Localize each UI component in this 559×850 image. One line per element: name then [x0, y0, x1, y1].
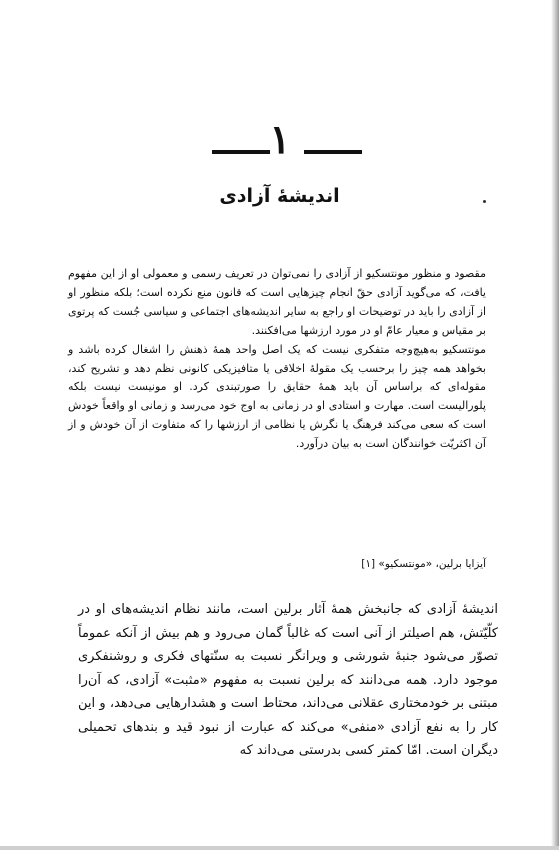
- chapter-dash-right: [304, 150, 362, 154]
- chapter-heading: [0, 118, 559, 168]
- epigraph-paragraph: مقصود و منظور مونتسکیو از آزادی را نمی‌توان در تعریف رسمی و معمولی او از این مفهوم یافت، که می‌گوید آزادی حقّ انجام چیزهایی است که قانون منع نکرده است؛ بلکه منظور او از آزادی را باید در توضیحات او راجع به سایر اندیشه‌های اجتماعی و سیاسی جُست که پرتوی بر مقیاس و معیار عامّ او در مورد ارزشها می‌افکنند.: [68, 267, 486, 337]
- page-bottom-edge: [0, 846, 559, 850]
- chapter-title: اندیشهٔ آزادی: [219, 185, 340, 207]
- epigraph-paragraph: مونتسکیو به‌هیچ‌وجه متفکری نیست که یک اصل واحد همهٔ ذهنش را اشغال کرده باشد و بخواهد همه چیز را برحسب یک مقولهٔ اخلاقی یا متافیزیکی کانونی نظم دهد و تشریح کند، مقوله‌ای که براساس آن باید همهٔ حقایق را صورتبندی کرد. او مونیست نیست بلکه پلورالیست است. مهارت و استادی او در زمانی به اوج خود می‌رسد و زمانی او واقعاً خودش است که سعی می‌کند فرهنگ یا نگرش یا نظامی از ارزشها را که متفاوت از آن خودش و از آن اکثریّت خوانندگان است به بیان درآورد.: [68, 342, 486, 451]
- body-paragraph: اندیشهٔ آزادی که جانبخش همهٔ آثار برلین است، مانند نظام اندیشه‌های او در کلّیّتش، هم اصیلتر از آنی است که غالباً گمان می‌رود و هم بیش از آنکه عموماً تصوّر می‌شود جنبهٔ شورشی و ویرانگر نسبت به سنّتهای فکری و روشنفکری موجود دارد. همه می‌دانند که برلین نسبت به مفهوم «مثبت» آزادی، که آن‌را مبتنی بر خودمختاری عقلانی می‌داند، محتاط است و هشدارهایی می‌دهد، و این کار را به نفع آزادی «منفی» می‌کند که عبارت از نبود قید و بندهای تحمیلی دیگران است. امّا کمتر کسی بدرستی می‌داند که: [78, 602, 498, 758]
- epigraph-attribution: آیزایا برلین، «مونتسکیو» [۱]: [361, 558, 486, 570]
- chapter-number: ۱: [269, 116, 291, 163]
- margin-mark: [483, 200, 486, 203]
- body-text: [78, 598, 498, 763]
- epigraph: [68, 265, 486, 454]
